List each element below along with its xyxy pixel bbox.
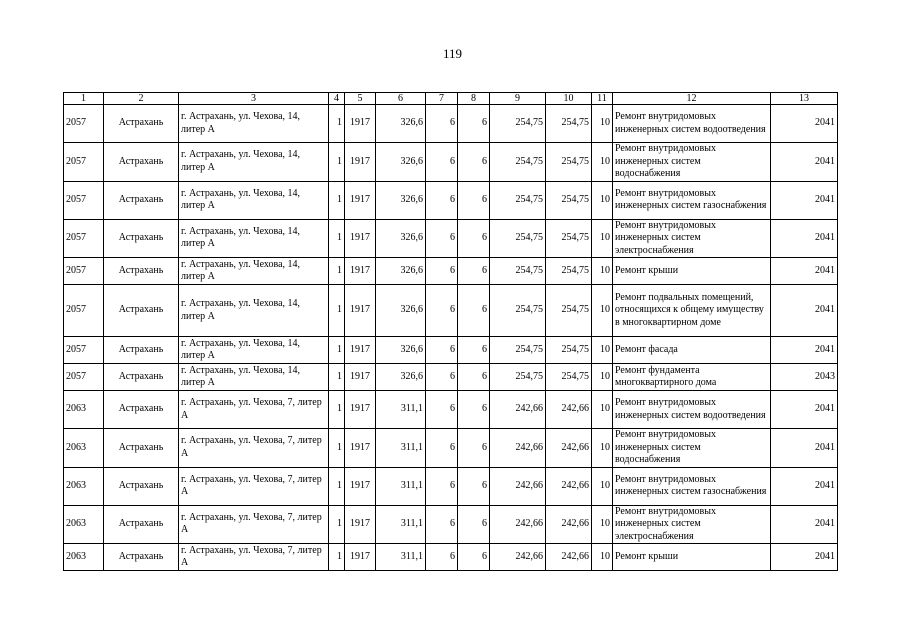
area-cell: 326,6 [376,258,426,285]
id-cell: 2057 [64,285,104,337]
col9-cell: 254,75 [490,337,546,364]
work-type-cell: Ремонт внутридомовых инженерных систем газоснабжения [613,467,771,505]
id-cell: 2063 [64,544,104,571]
id-cell: 2057 [64,181,104,219]
area-cell: 326,6 [376,143,426,182]
column-header: 5 [345,93,376,105]
column-number-row [64,93,838,105]
col9-cell: 254,75 [490,364,546,391]
col11-cell: 10 [592,285,613,337]
col4-cell: 1 [329,337,345,364]
work-type-cell: Ремонт внутридомовых инженерных систем водоснабжения [613,143,771,182]
area-cell: 326,6 [376,105,426,143]
address-cell: г. Астрахань, ул. Чехова, 14, литер А [179,143,329,182]
column-header: 13 [771,93,838,105]
year-planned-cell: 2041 [771,105,838,143]
col9-cell: 254,75 [490,105,546,143]
col8-cell: 6 [458,391,490,429]
col7-cell: 6 [426,181,458,219]
year-planned-cell: 2041 [771,467,838,505]
column-header: 7 [426,93,458,105]
year-planned-cell: 2041 [771,285,838,337]
city-cell: Астрахань [104,219,179,258]
table-row [64,429,838,468]
area-cell: 311,1 [376,391,426,429]
col11-cell: 10 [592,391,613,429]
col7-cell: 6 [426,364,458,391]
table-row [64,181,838,219]
col7-cell: 6 [426,337,458,364]
address-cell: г. Астрахань, ул. Чехова, 7, литер А [179,544,329,571]
col4-cell: 1 [329,219,345,258]
area-cell: 326,6 [376,285,426,337]
city-cell: Астрахань [104,429,179,468]
col11-cell: 10 [592,143,613,182]
address-cell: г. Астрахань, ул. Чехова, 7, литер А [179,429,329,468]
col10-cell: 254,75 [546,364,592,391]
col10-cell: 254,75 [546,143,592,182]
col10-cell: 242,66 [546,544,592,571]
col4-cell: 1 [329,505,345,544]
city-cell: Астрахань [104,544,179,571]
address-cell: г. Астрахань, ул. Чехова, 7, литер А [179,467,329,505]
col7-cell: 6 [426,391,458,429]
address-cell: г. Астрахань, ул. Чехова, 14, литер А [179,337,329,364]
work-type-cell: Ремонт фасада [613,337,771,364]
city-cell: Астрахань [104,181,179,219]
col9-cell: 254,75 [490,219,546,258]
col7-cell: 6 [426,219,458,258]
column-header: 3 [179,93,329,105]
col9-cell: 242,66 [490,544,546,571]
id-cell: 2063 [64,505,104,544]
column-header: 11 [592,93,613,105]
col4-cell: 1 [329,143,345,182]
year-cell: 1917 [345,429,376,468]
address-cell: г. Астрахань, ул. Чехова, 14, литер А [179,105,329,143]
col8-cell: 6 [458,105,490,143]
year-cell: 1917 [345,505,376,544]
col7-cell: 6 [426,429,458,468]
col8-cell: 6 [458,285,490,337]
col8-cell: 6 [458,258,490,285]
col11-cell: 10 [592,105,613,143]
col4-cell: 1 [329,285,345,337]
column-header: 1 [64,93,104,105]
id-cell: 2063 [64,391,104,429]
table-row [64,391,838,429]
col11-cell: 10 [592,364,613,391]
table-row [64,544,838,571]
area-cell: 326,6 [376,364,426,391]
col10-cell: 242,66 [546,505,592,544]
table-row [64,258,838,285]
city-cell: Астрахань [104,105,179,143]
col8-cell: 6 [458,337,490,364]
year-planned-cell: 2041 [771,181,838,219]
work-type-cell: Ремонт подвальных помещений, относящихся к общему имуществу в многоквартирном доме [613,285,771,337]
col11-cell: 10 [592,544,613,571]
col7-cell: 6 [426,258,458,285]
col9-cell: 242,66 [490,505,546,544]
address-cell: г. Астрахань, ул. Чехова, 14, литер А [179,285,329,337]
city-cell: Астрахань [104,143,179,182]
col10-cell: 242,66 [546,429,592,468]
col9-cell: 254,75 [490,143,546,182]
column-header: 9 [490,93,546,105]
area-cell: 326,6 [376,181,426,219]
year-cell: 1917 [345,105,376,143]
col4-cell: 1 [329,391,345,429]
col4-cell: 1 [329,429,345,468]
col8-cell: 6 [458,467,490,505]
col9-cell: 242,66 [490,391,546,429]
id-cell: 2063 [64,429,104,468]
col7-cell: 6 [426,544,458,571]
year-planned-cell: 2041 [771,143,838,182]
column-header: 2 [104,93,179,105]
id-cell: 2057 [64,219,104,258]
col9-cell: 242,66 [490,467,546,505]
col4-cell: 1 [329,544,345,571]
work-type-cell: Ремонт внутридомовых инженерных систем водоотведения [613,105,771,143]
col11-cell: 10 [592,505,613,544]
table-row [64,105,838,143]
id-cell: 2063 [64,467,104,505]
year-cell: 1917 [345,544,376,571]
work-type-cell: Ремонт внутридомовых инженерных систем газоснабжения [613,181,771,219]
address-cell: г. Астрахань, ул. Чехова, 7, литер А [179,505,329,544]
col10-cell: 254,75 [546,258,592,285]
col9-cell: 254,75 [490,258,546,285]
year-planned-cell: 2041 [771,219,838,258]
col4-cell: 1 [329,181,345,219]
col9-cell: 254,75 [490,285,546,337]
col4-cell: 1 [329,364,345,391]
col10-cell: 254,75 [546,181,592,219]
year-planned-cell: 2041 [771,505,838,544]
col10-cell: 242,66 [546,391,592,429]
housing-repair-table [63,92,838,571]
work-type-cell: Ремонт внутридомовых инженерных систем водоснабжения [613,429,771,468]
table-row [64,364,838,391]
area-cell: 311,1 [376,467,426,505]
table-row [64,505,838,544]
table-row [64,143,838,182]
work-type-cell: Ремонт крыши [613,544,771,571]
address-cell: г. Астрахань, ул. Чехова, 14, литер А [179,181,329,219]
table-row [64,467,838,505]
col4-cell: 1 [329,467,345,505]
year-planned-cell: 2041 [771,544,838,571]
col4-cell: 1 [329,105,345,143]
col7-cell: 6 [426,505,458,544]
table-row [64,337,838,364]
work-type-cell: Ремонт внутридомовых инженерных систем водоотведения [613,391,771,429]
col4-cell: 1 [329,258,345,285]
city-cell: Астрахань [104,391,179,429]
col10-cell: 254,75 [546,337,592,364]
col7-cell: 6 [426,467,458,505]
column-header: 4 [329,93,345,105]
id-cell: 2057 [64,258,104,285]
col10-cell: 254,75 [546,219,592,258]
id-cell: 2057 [64,337,104,364]
col11-cell: 10 [592,337,613,364]
year-planned-cell: 2041 [771,429,838,468]
col10-cell: 254,75 [546,105,592,143]
area-cell: 311,1 [376,429,426,468]
year-planned-cell: 2041 [771,391,838,429]
year-cell: 1917 [345,181,376,219]
id-cell: 2057 [64,364,104,391]
id-cell: 2057 [64,105,104,143]
area-cell: 326,6 [376,337,426,364]
col10-cell: 242,66 [546,467,592,505]
table-body [64,105,838,571]
col11-cell: 10 [592,429,613,468]
address-cell: г. Астрахань, ул. Чехова, 14, литер А [179,219,329,258]
year-planned-cell: 2043 [771,364,838,391]
city-cell: Астрахань [104,285,179,337]
year-cell: 1917 [345,364,376,391]
city-cell: Астрахань [104,258,179,285]
work-type-cell: Ремонт крыши [613,258,771,285]
year-cell: 1917 [345,143,376,182]
col8-cell: 6 [458,429,490,468]
col10-cell: 254,75 [546,285,592,337]
year-planned-cell: 2041 [771,337,838,364]
address-cell: г. Астрахань, ул. Чехова, 14, литер А [179,364,329,391]
year-planned-cell: 2041 [771,258,838,285]
column-header: 6 [376,93,426,105]
table-row [64,219,838,258]
col7-cell: 6 [426,105,458,143]
col7-cell: 6 [426,285,458,337]
col8-cell: 6 [458,219,490,258]
col11-cell: 10 [592,467,613,505]
city-cell: Астрахань [104,467,179,505]
col8-cell: 6 [458,544,490,571]
col8-cell: 6 [458,143,490,182]
col8-cell: 6 [458,364,490,391]
year-cell: 1917 [345,285,376,337]
col7-cell: 6 [426,143,458,182]
city-cell: Астрахань [104,337,179,364]
address-cell: г. Астрахань, ул. Чехова, 7, литер А [179,391,329,429]
work-type-cell: Ремонт внутридомовых инженерных систем электроснабжения [613,505,771,544]
work-type-cell: Ремонт внутридомовых инженерных систем электроснабжения [613,219,771,258]
city-cell: Астрахань [104,505,179,544]
page-number: 119 [442,46,463,61]
year-cell: 1917 [345,258,376,285]
column-header: 12 [613,93,771,105]
work-type-cell: Ремонт фундамента многоквартирного дома [613,364,771,391]
id-cell: 2057 [64,143,104,182]
column-header: 10 [546,93,592,105]
city-cell: Астрахань [104,364,179,391]
year-cell: 1917 [345,219,376,258]
col9-cell: 242,66 [490,429,546,468]
col11-cell: 10 [592,181,613,219]
area-cell: 326,6 [376,219,426,258]
col9-cell: 254,75 [490,181,546,219]
year-cell: 1917 [345,337,376,364]
table-row [64,285,838,337]
col11-cell: 10 [592,258,613,285]
col8-cell: 6 [458,181,490,219]
col8-cell: 6 [458,505,490,544]
area-cell: 311,1 [376,505,426,544]
year-cell: 1917 [345,467,376,505]
address-cell: г. Астрахань, ул. Чехова, 14, литер А [179,258,329,285]
col11-cell: 10 [592,219,613,258]
area-cell: 311,1 [376,544,426,571]
year-cell: 1917 [345,391,376,429]
column-header: 8 [458,93,490,105]
